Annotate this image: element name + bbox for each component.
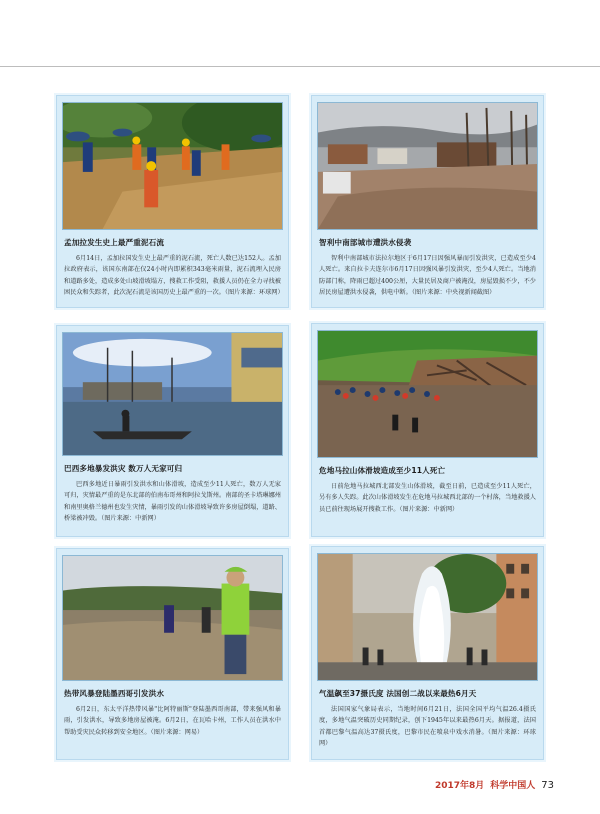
landslide-crowd-photo	[317, 330, 538, 458]
issue-date: 2017年8月	[434, 781, 485, 791]
card-title: 危地马拉山体滑坡造成至少11人死亡	[319, 466, 446, 475]
card-body: 智利中南部城市法拉尔地区于6月17日因强风暴而引发洪灾，已造成至少4人死亡。来自拉卡夫连尔市6月17日因强风暴引发洪灾，至少4人死亡。当地消防部门称，降雨已超过400公厘，大量民居及商户被淹没，房屋毁损不少，不少居民房屋遭洪水侵袭，供电中断。（图片来源：中央视新闻截图）	[319, 255, 536, 297]
page-footer	[435, 778, 554, 791]
header-rule	[0, 66, 600, 67]
flooded-street-photo	[317, 102, 538, 230]
page-number: 73	[541, 780, 554, 791]
magazine-name: 科学中国人	[490, 781, 536, 791]
card-body: 6月14日，孟加拉国发生史上最严重的泥石流，死亡人数已达152人。孟加拉政府表示，该国东南部在仅24小时内即累积343毫米雨量，泥石流埋入民房和道路多处，造成多处山坡滑坡塌方，搜救工作受阻，救援人员仍在全力寻找被困民众和失踪者，此次泥石流是该国历史上最严重的一次。（图片来源：环球网）	[64, 255, 284, 297]
card-title: 智利中南部城市遭洪水侵袭	[319, 238, 412, 247]
boat-in-flood-photo	[62, 332, 283, 456]
fountain-heatwave-photo	[317, 553, 538, 681]
card-title: 孟加拉发生史上最严重泥石流	[64, 238, 165, 247]
card-body: 法国国家气象局表示，当地时间6月21日，法国全国平均气温26.4摄氏度，多地气温突破历史同期纪录，创下1945年以来最热6月天。据报道，法国首都巴黎气温高达37摄氏度，巴黎市民在喷泉中戏水消暑。（图片来源：环球网）	[319, 706, 536, 748]
news-card-brazil	[56, 325, 289, 537]
card-body: 日前危地马拉城西北部发生山体滑坡，截至日前，已造成至少11人死亡，另有多人失踪。此次山体滑坡发生在危地马拉城西北部的一个村落，当地救援人员已前往现场展开搜救工作。（图片来源：中新网）	[319, 483, 536, 513]
card-body: 巴西多地近日暴雨引发洪水和山体滑坡，造成至少11人死亡，数万人无家可归，灾情最严重的是东北部的伯南布哥州和阿拉戈斯州。南部的圣卡塔琳娜州和南里奥格兰德州也发生灾情，暴雨引发的山体滑坡导致许多房屋倒塌，道路、桥梁被冲毁。（图片来源：中新网）	[64, 481, 281, 523]
news-card-guatemala	[311, 323, 544, 537]
card-body: 6月2日，东太平洋热带风暴"比阿特丽斯"登陆墨西哥南部，带来强风和暴雨，引发洪水，导致多地房屋被淹。6月2日，在瓦哈卡州，工作人员在洪水中帮助受灾民众转移到安全地区。（图片来源：网易）	[64, 706, 281, 736]
mudslide-rescue-photo	[62, 102, 283, 230]
card-title: 气温飙至37摄氏度 法国创二战以来最热6月天	[319, 689, 477, 698]
card-title: 巴西多地暴发洪灾 数万人无家可归	[64, 464, 183, 473]
news-card-bangladesh	[56, 95, 289, 308]
card-title: 热带风暴登陆墨西哥引发洪水	[64, 689, 165, 698]
news-card-chile	[311, 95, 544, 308]
storm-flood-rescue-photo	[62, 555, 283, 681]
news-card-mexico	[56, 548, 289, 760]
news-card-france	[311, 546, 544, 760]
